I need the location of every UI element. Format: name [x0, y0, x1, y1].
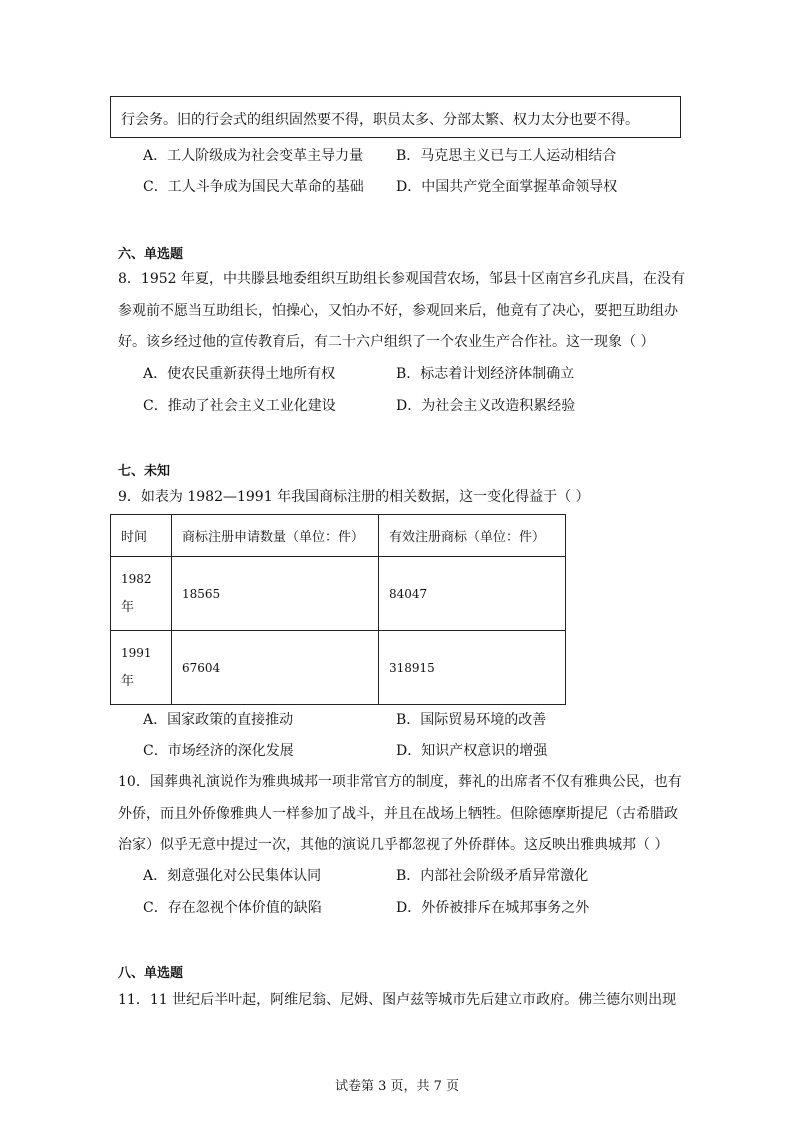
- q10-stem-line-2: 外侨，而且外侨像雅典人一样参加了战斗，并且在战场上牺牲。但除德摩斯提尼（古希腊政: [118, 806, 678, 822]
- table-header-row: [111, 515, 566, 557]
- table-row: [111, 631, 566, 705]
- table-row: [111, 557, 566, 631]
- cell-valid: 318915: [379, 631, 566, 705]
- q11-stem-line-1: 11．11 世纪后半叶起，阿维尼翁、尼姆、图卢兹等城市先后建立市政府。佛兰德尔则出现: [118, 992, 677, 1008]
- q9-option-b[interactable]: B．国际贸易环境的改善: [396, 712, 547, 728]
- cell-valid: 84047: [379, 557, 566, 631]
- q8-option-c[interactable]: C．推动了社会主义工业化建设: [143, 398, 336, 414]
- material-text: 行会务。旧的行会式的组织固然要不得，职员太多、分部太繁、权力太分也要不得。: [121, 112, 639, 128]
- q10-option-c[interactable]: C．存在忽视个体价值的缺陷: [143, 900, 322, 916]
- year-number: 1982: [121, 572, 152, 586]
- q7-option-a[interactable]: A．工人阶级成为社会变革主导力量: [143, 148, 364, 164]
- q9-option-a[interactable]: A．国家政策的直接推动: [143, 712, 294, 728]
- year-number: 1991: [121, 646, 152, 660]
- header-applications: 商标注册申请数量（单位：件）: [172, 515, 379, 557]
- material-box: [110, 96, 681, 138]
- header-time: 时间: [111, 515, 172, 557]
- section-heading-6: 六、单选题: [118, 247, 184, 262]
- q7-option-d[interactable]: D．中国共产党全面掌握革命领导权: [396, 179, 618, 195]
- page-footer: 试卷第 3 页，共 7 页: [334, 1079, 460, 1094]
- q10-stem-line-1: 10．国葬典礼演说作为雅典城邦一项非常官方的制度，葬礼的出席者不仅有雅典公民，也有: [118, 774, 682, 790]
- header-valid: 有效注册商标（单位：件）: [379, 515, 566, 557]
- q8-stem-line-1: 8．1952 年夏，中共滕县地委组织互助组长参观国营农场，邹县十区南宫乡孔庆昌，在没有: [118, 271, 685, 287]
- q8-option-b[interactable]: B．标志着计划经济体制确立: [396, 366, 575, 382]
- q10-option-a[interactable]: A．刻意强化对公民集体认同: [143, 868, 322, 884]
- cell-year: [111, 557, 172, 631]
- trademark-table: [110, 514, 566, 705]
- q8-stem-line-2: 参观前不愿当互助组长，怕操心，又怕办不好，参观回来后，他竟有了决心，要把互助组办: [118, 303, 678, 319]
- q7-option-b[interactable]: B．马克思主义已与工人运动相结合: [396, 148, 617, 164]
- cell-year: [111, 631, 172, 705]
- cell-applications: 67604: [172, 631, 379, 705]
- q10-option-d[interactable]: D．外侨被排斥在城邦事务之外: [396, 900, 590, 916]
- q10-option-b[interactable]: B．内部社会阶级矛盾异常激化: [396, 868, 589, 884]
- q7-option-c[interactable]: C．工人斗争成为国民大革命的基础: [143, 179, 364, 195]
- q8-option-a[interactable]: A．使农民重新获得土地所有权: [143, 366, 336, 382]
- section-heading-7: 七、未知: [118, 464, 171, 479]
- q9-option-d[interactable]: D．知识产权意识的增强: [396, 743, 548, 759]
- q8-stem-line-3: 好。该乡经过他的宣传教育后，有二十六户组织了一个农业生产合作社。这一现象（ ）: [118, 334, 655, 350]
- q10-stem-line-3: 治家）似乎无意中提过一次，其他的演说几乎都忽视了外侨群体。这反映出雅典城邦（ ）: [118, 837, 669, 853]
- q8-option-d[interactable]: D．为社会主义改造积累经验: [396, 398, 576, 414]
- q9-stem: 9．如表为 1982—1991 年我国商标注册的相关数据，这一变化得益于（ ）: [118, 489, 590, 505]
- year-suffix: 年: [121, 674, 135, 689]
- year-suffix: 年: [121, 600, 135, 615]
- section-heading-8: 八、单选题: [118, 966, 184, 981]
- cell-applications: 18565: [172, 557, 379, 631]
- q9-option-c[interactable]: C．市场经济的深化发展: [143, 743, 294, 759]
